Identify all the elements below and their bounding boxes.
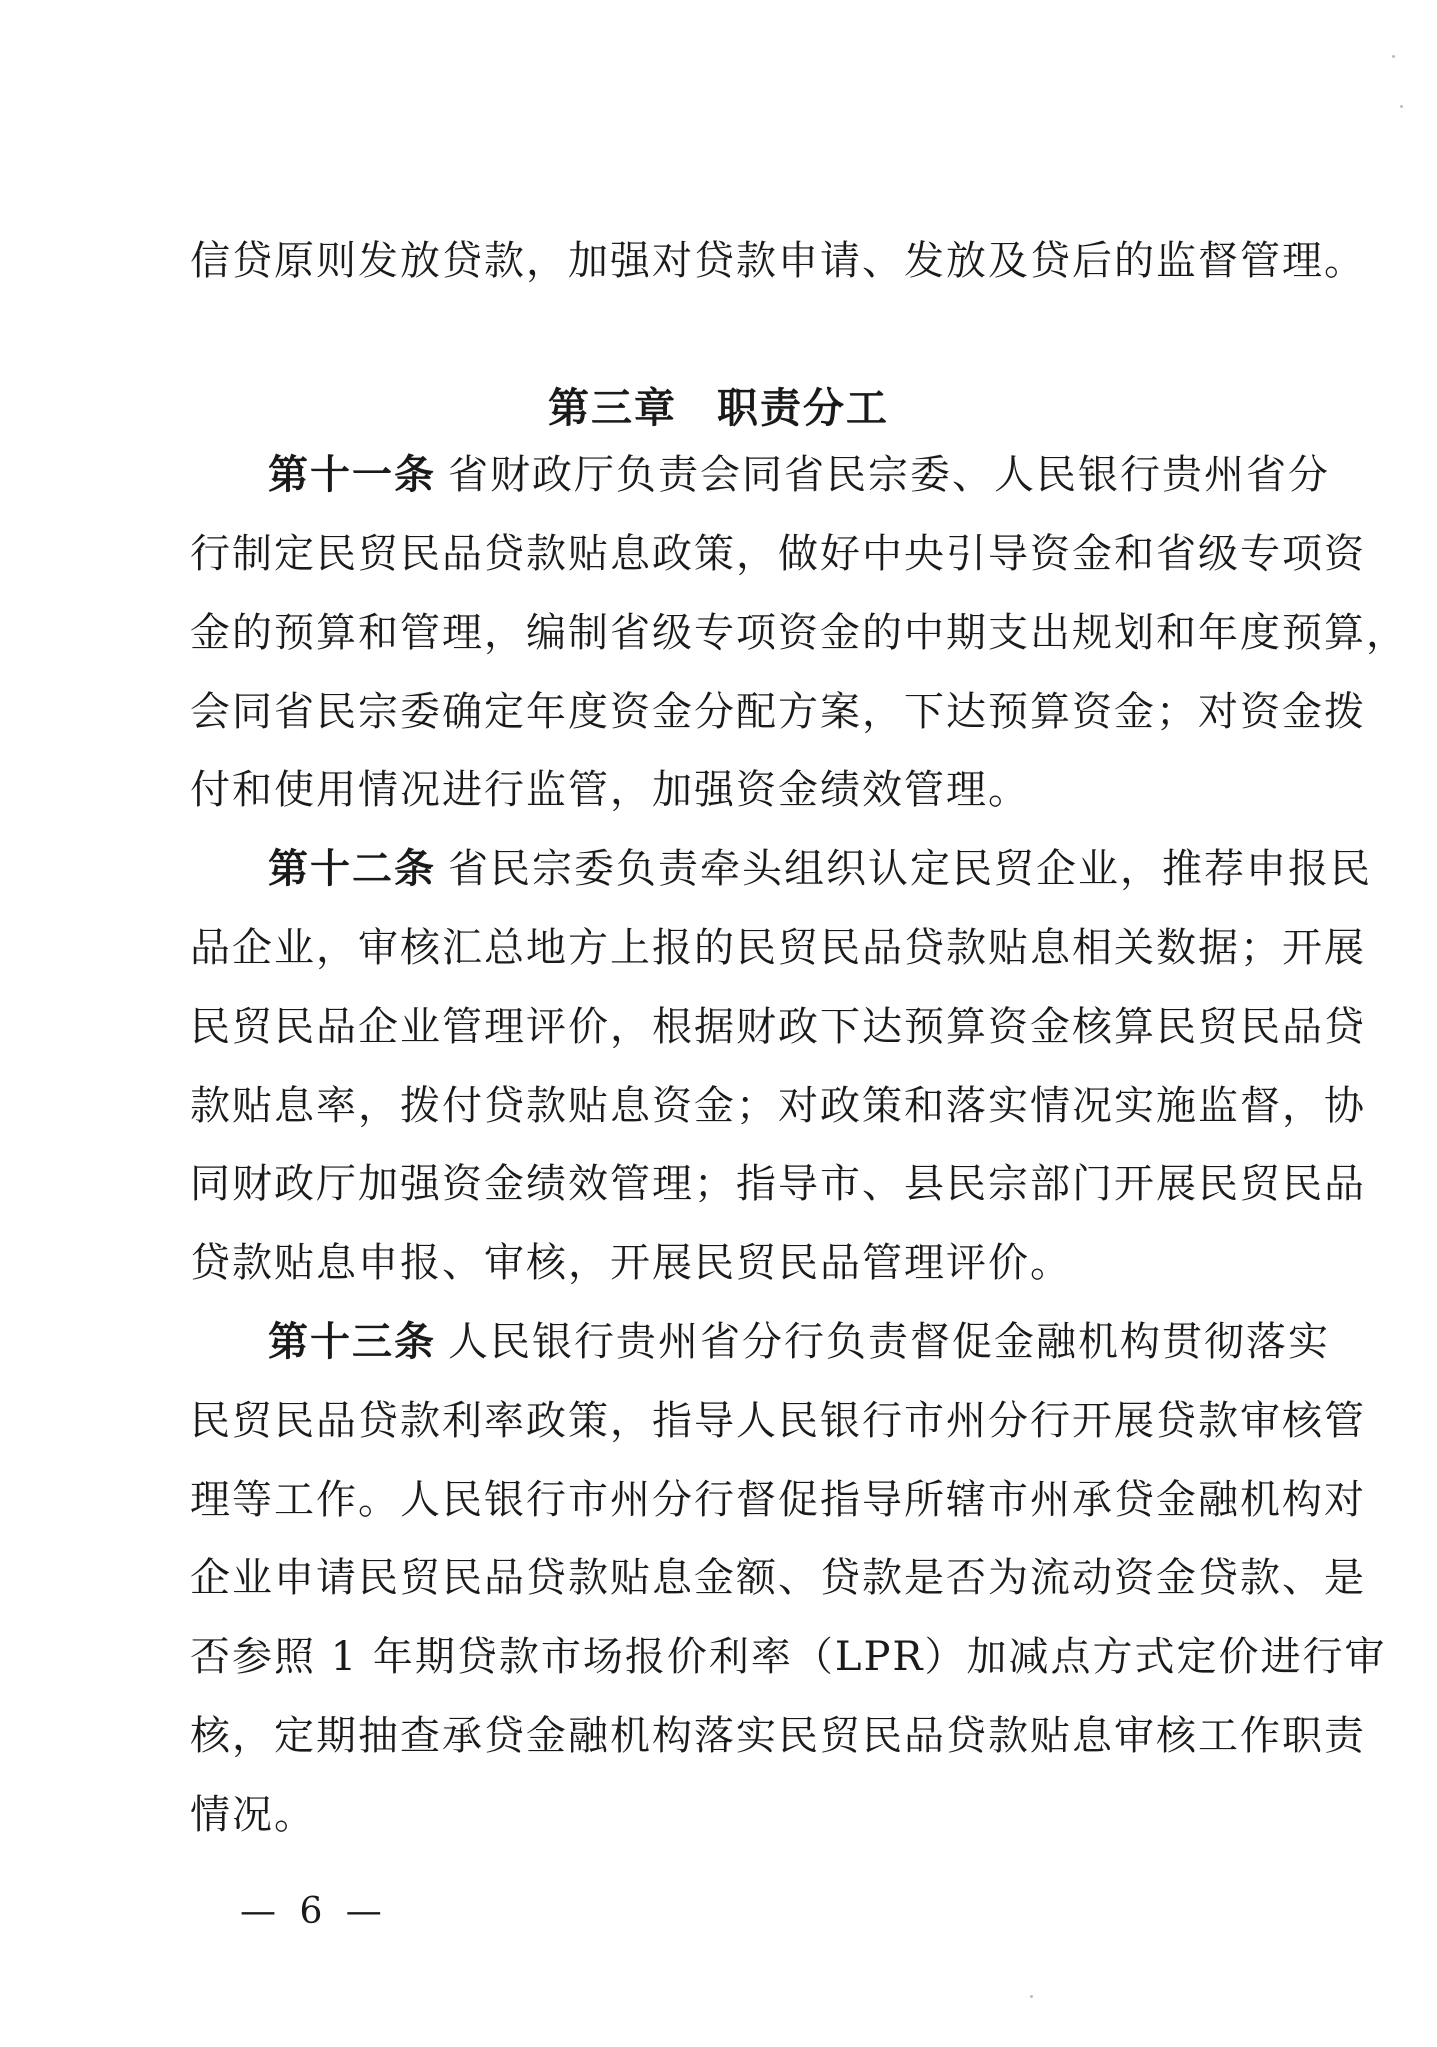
body-text-line: 信贷原则发放贷款，加强对贷款申请、发放及贷后的监督管理。 [190, 238, 1366, 284]
body-text-line: 会同省民宗委确定年度资金分配方案，下达预算资金；对资金拨 [190, 689, 1366, 735]
article-number: 第十一条 [268, 452, 436, 498]
article-12-line-1 [268, 845, 1372, 893]
article-text: 人民银行贵州省分行负责督促金融机构贯彻落实 [448, 1319, 1330, 1365]
scan-speck [1030, 1995, 1033, 1998]
body-text-line: 企业申请民贸民品贷款贴息金额、贷款是否为流动资金贷款、是 [190, 1555, 1366, 1601]
body-text-line: 同财政厅加强资金绩效管理；指导市、县民宗部门开展民贸民品 [190, 1161, 1366, 1207]
body-text-line: 否参照 1 年期贷款市场报价利率（LPR）加减点方式定价进行审 [190, 1634, 1387, 1680]
chapter-heading [0, 383, 1437, 433]
body-text-line: 情况。 [190, 1792, 316, 1838]
article-text: 省民宗委负责牵头组织认定民贸企业，推荐申报民 [448, 846, 1372, 892]
body-text-line: 民贸民品贷款利率政策，指导人民银行市州分行开展贷款审核管 [190, 1398, 1366, 1444]
page-number: — 6 — [240, 1891, 388, 1932]
article-number: 第十三条 [268, 1319, 436, 1365]
body-text-line: 民贸民品企业管理评价，根据财政下达预算资金核算民贸民品贷 [190, 1004, 1366, 1050]
body-text-line: 付和使用情况进行监管，加强资金绩效管理。 [190, 767, 1030, 813]
body-text-line: 品企业，审核汇总地方上报的民贸民品贷款贴息相关数据；开展 [190, 925, 1366, 971]
article-number: 第十二条 [268, 846, 436, 892]
article-text: 省财政厅负责会同省民宗委、人民银行贵州省分 [448, 452, 1330, 498]
chapter-title: 职责分工 [717, 384, 889, 432]
scan-speck [1400, 105, 1403, 108]
article-11-line-1 [268, 451, 1330, 499]
article-13-line-1 [268, 1318, 1330, 1366]
scan-speck [1392, 55, 1395, 58]
body-text-line: 款贴息率，拨付贷款贴息资金；对政策和落实情况实施监督，协 [190, 1083, 1366, 1129]
body-text-line: 金的预算和管理，编制省级专项资金的中期支出规划和年度预算， [190, 610, 1408, 656]
body-text-line: 理等工作。人民银行市州分行督促指导所辖市州承贷金融机构对 [190, 1477, 1366, 1523]
chapter-number: 第三章 [548, 384, 677, 432]
body-text-line: 核，定期抽查承贷金融机构落实民贸民品贷款贴息审核工作职责 [190, 1713, 1366, 1759]
body-text-line: 贷款贴息申报、审核，开展民贸民品管理评价。 [190, 1240, 1072, 1286]
body-text-line: 行制定民贸民品贷款贴息政策，做好中央引导资金和省级专项资 [190, 531, 1366, 577]
